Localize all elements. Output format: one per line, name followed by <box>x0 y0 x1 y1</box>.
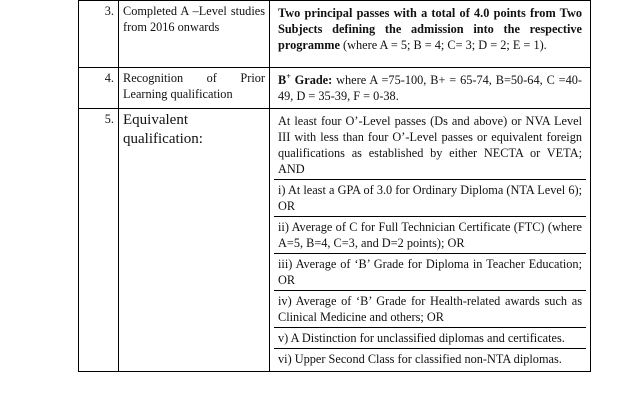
detail-rest-text: (where A = 5; B = 4; C= 3; D = 2; E = 1). <box>339 38 547 52</box>
row-number: 5. <box>79 109 119 372</box>
table-row <box>79 109 591 372</box>
table-row <box>79 1 591 68</box>
list-item: ii) Average of C for Full Technician Certificate (FTC) (where A=5, B=4, C=3, and D=2 points); OR <box>274 216 586 253</box>
admission-requirements-table <box>78 0 591 372</box>
row-number: 4. <box>79 68 119 109</box>
list-item: iii) Average of ‘B’ Grade for Diploma in Teacher Education; OR <box>274 253 586 290</box>
list-item: vi) Upper Second Class for classified non-NTA diplomas. <box>274 348 586 369</box>
grade-heading <box>278 73 332 87</box>
row-label: Equivalent qualification: <box>119 109 270 372</box>
list-item: At least four O’-Level passes (Ds and above) or NVA Level III with less than four O’-Level passes or equivalent foreign qualifications as established by either NECTA or VETA; AND <box>278 114 582 176</box>
row-number: 3. <box>79 1 119 68</box>
row-label: Recognition of Prior Learning qualification <box>119 68 270 109</box>
row-detail <box>270 1 591 68</box>
detail-text <box>274 3 586 55</box>
detail-bold-text: Two principal passes with a total of 4.0 points from Two Subjects defining the admission into the respective programme <box>278 6 582 52</box>
grade-letter: B <box>278 73 287 87</box>
grade-word: Grade: <box>290 73 333 87</box>
detail-rest-text: where A =75-100, B+ = 65-74, B=50-64, C =40-49, D = 35-39, F = 0-38. <box>278 73 582 103</box>
row-detail <box>270 68 591 109</box>
row-label: Completed A –Level studies from 2016 onwards <box>119 1 270 68</box>
detail-text <box>274 70 586 106</box>
list-item: i) At least a GPA of 3.0 for Ordinary Diploma (NTA Level 6); OR <box>274 179 586 216</box>
table-row <box>79 68 591 109</box>
list-item: v) A Distinction for unclassified diplomas and certificates. <box>274 327 586 348</box>
list-item: iv) Average of ‘B’ Grade for Health-related awards such as Clinical Medicine and others; OR <box>274 290 586 327</box>
row-detail <box>270 109 591 372</box>
grade-superscript: + <box>286 71 291 81</box>
